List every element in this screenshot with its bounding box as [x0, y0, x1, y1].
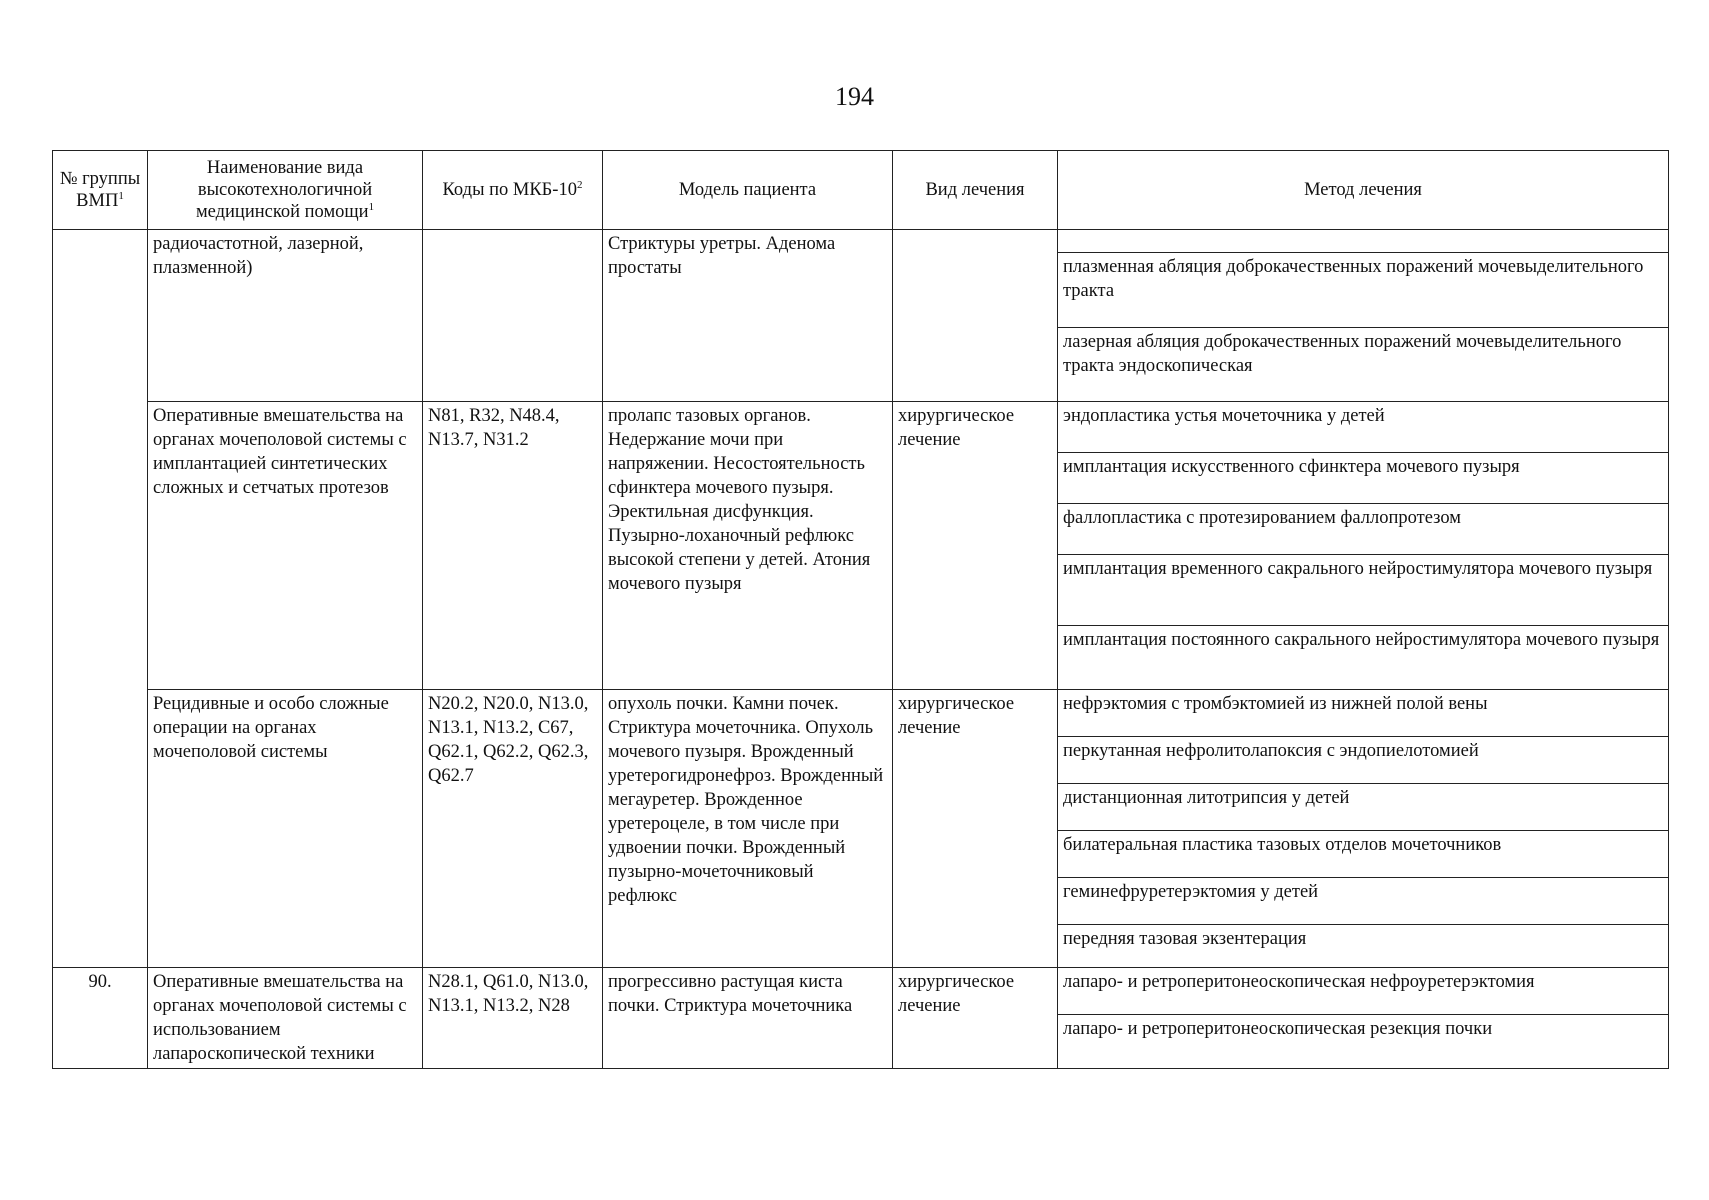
table-row	[53, 690, 1669, 968]
header-method: Метод лечения	[1058, 151, 1669, 230]
method-item: имплантация искусственного сфинктера мочевого пузыря	[1058, 452, 1668, 503]
header-row	[53, 151, 1669, 230]
method-item: имплантация постоянного сакрального нейростимулятора мочевого пузыря	[1058, 625, 1668, 688]
model-cell: пролапс тазовых органов. Недержание мочи при напряжении. Несостоятельность сфинктера мочевого пузыря. Эректильная дисфункция. Пузырно-лоханочный рефлюкс высокой степени у детей. Атония мочевого пузыря	[603, 402, 893, 690]
model-cell: Стриктуры уретры. Аденома простаты	[603, 230, 893, 402]
header-treatment: Вид лечения	[893, 151, 1058, 230]
codes-cell	[423, 230, 603, 402]
codes-cell: N20.2, N20.0, N13.0, N13.1, N13.2, C67, Q62.1, Q62.2, Q62.3, Q62.7	[423, 690, 603, 968]
treatment-cell: хирургическое лечение	[893, 968, 1058, 1069]
method-item: лазерная абляция доброкачественных поражений мочевыделительного тракта эндоскопическая	[1058, 327, 1668, 400]
method-item: геминефруретерэктомия у детей	[1058, 877, 1668, 924]
method-item: плазменная абляция доброкачественных поражений мочевыделительного тракта	[1058, 252, 1668, 327]
model-cell: опухоль почки. Камни почек. Стриктура мочеточника. Опухоль мочевого пузыря. Врожденный уретерогидронефроз. Врожденный мегауретер. Врожденное уретероцеле, в том числе при удвоении почки. Врожденный пузырно-мочеточниковый рефлюкс	[603, 690, 893, 968]
method-item: лапаро- и ретроперитонеоскопическая резекция почки	[1058, 1014, 1668, 1067]
methods-cell	[1058, 690, 1669, 968]
codes-cell: N81, R32, N48.4, N13.7, N31.2	[423, 402, 603, 690]
name-cell: Оперативные вмешательства на органах мочеполовой системы с использованием лапароскопической техники	[148, 968, 423, 1069]
group-cell	[53, 230, 148, 968]
method-item: лапаро- и ретроперитонеоскопическая нефроуретерэктомия	[1063, 972, 1535, 992]
header-name: Наименование вида высокотехнологичной медицинской помощи$^1$	[148, 151, 423, 230]
header-model: Модель пациента	[603, 151, 893, 230]
methods-cell	[1058, 968, 1669, 1069]
method-item: перкутанная нефролитолапоксия с эндопиелотомией	[1058, 736, 1668, 783]
treatment-cell: хирургическое лечение	[893, 690, 1058, 968]
method-item	[1058, 230, 1668, 252]
table-row	[53, 968, 1669, 1069]
header-group-no: № группы ВМП$^1$	[53, 151, 148, 230]
model-cell: прогрессивно растущая киста почки. Стриктура мочеточника	[603, 968, 893, 1069]
methods-cell	[1058, 230, 1669, 402]
method-item: нефрэктомия с тромбэктомией из нижней полой вены	[1063, 694, 1488, 714]
codes-cell: N28.1, Q61.0, N13.0, N13.1, N13.2, N28	[423, 968, 603, 1069]
name-cell: радиочастотной, лазерной, плазменной)	[148, 230, 423, 402]
name-cell: Рецидивные и особо сложные операции на органах мочеполовой системы	[148, 690, 423, 968]
treatment-cell: хирургическое лечение	[893, 402, 1058, 690]
table-row	[53, 402, 1669, 690]
method-item: фаллопластика с протезированием фаллопротезом	[1058, 503, 1668, 554]
header-codes: Коды по МКБ-$10^2$	[423, 151, 603, 230]
name-cell: Оперативные вмешательства на органах мочеполовой системы с имплантацией синтетических сложных и сетчатых протезов	[148, 402, 423, 690]
vmp-table	[52, 150, 1669, 1069]
method-item: передняя тазовая экзентерация	[1058, 924, 1668, 966]
treatment-cell	[893, 230, 1058, 402]
method-item: эндопластика устья мочеточника у детей	[1063, 406, 1385, 426]
method-item: билатеральная пластика тазовых отделов мочеточников	[1058, 830, 1668, 877]
table-row	[53, 230, 1669, 402]
method-item: имплантация временного сакрального нейростимулятора мочевого пузыря	[1058, 554, 1668, 625]
method-item: дистанционная литотрипсия у детей	[1058, 783, 1668, 830]
page-number: 194	[835, 82, 874, 111]
group-cell: 90.	[53, 968, 148, 1069]
methods-cell	[1058, 402, 1669, 690]
